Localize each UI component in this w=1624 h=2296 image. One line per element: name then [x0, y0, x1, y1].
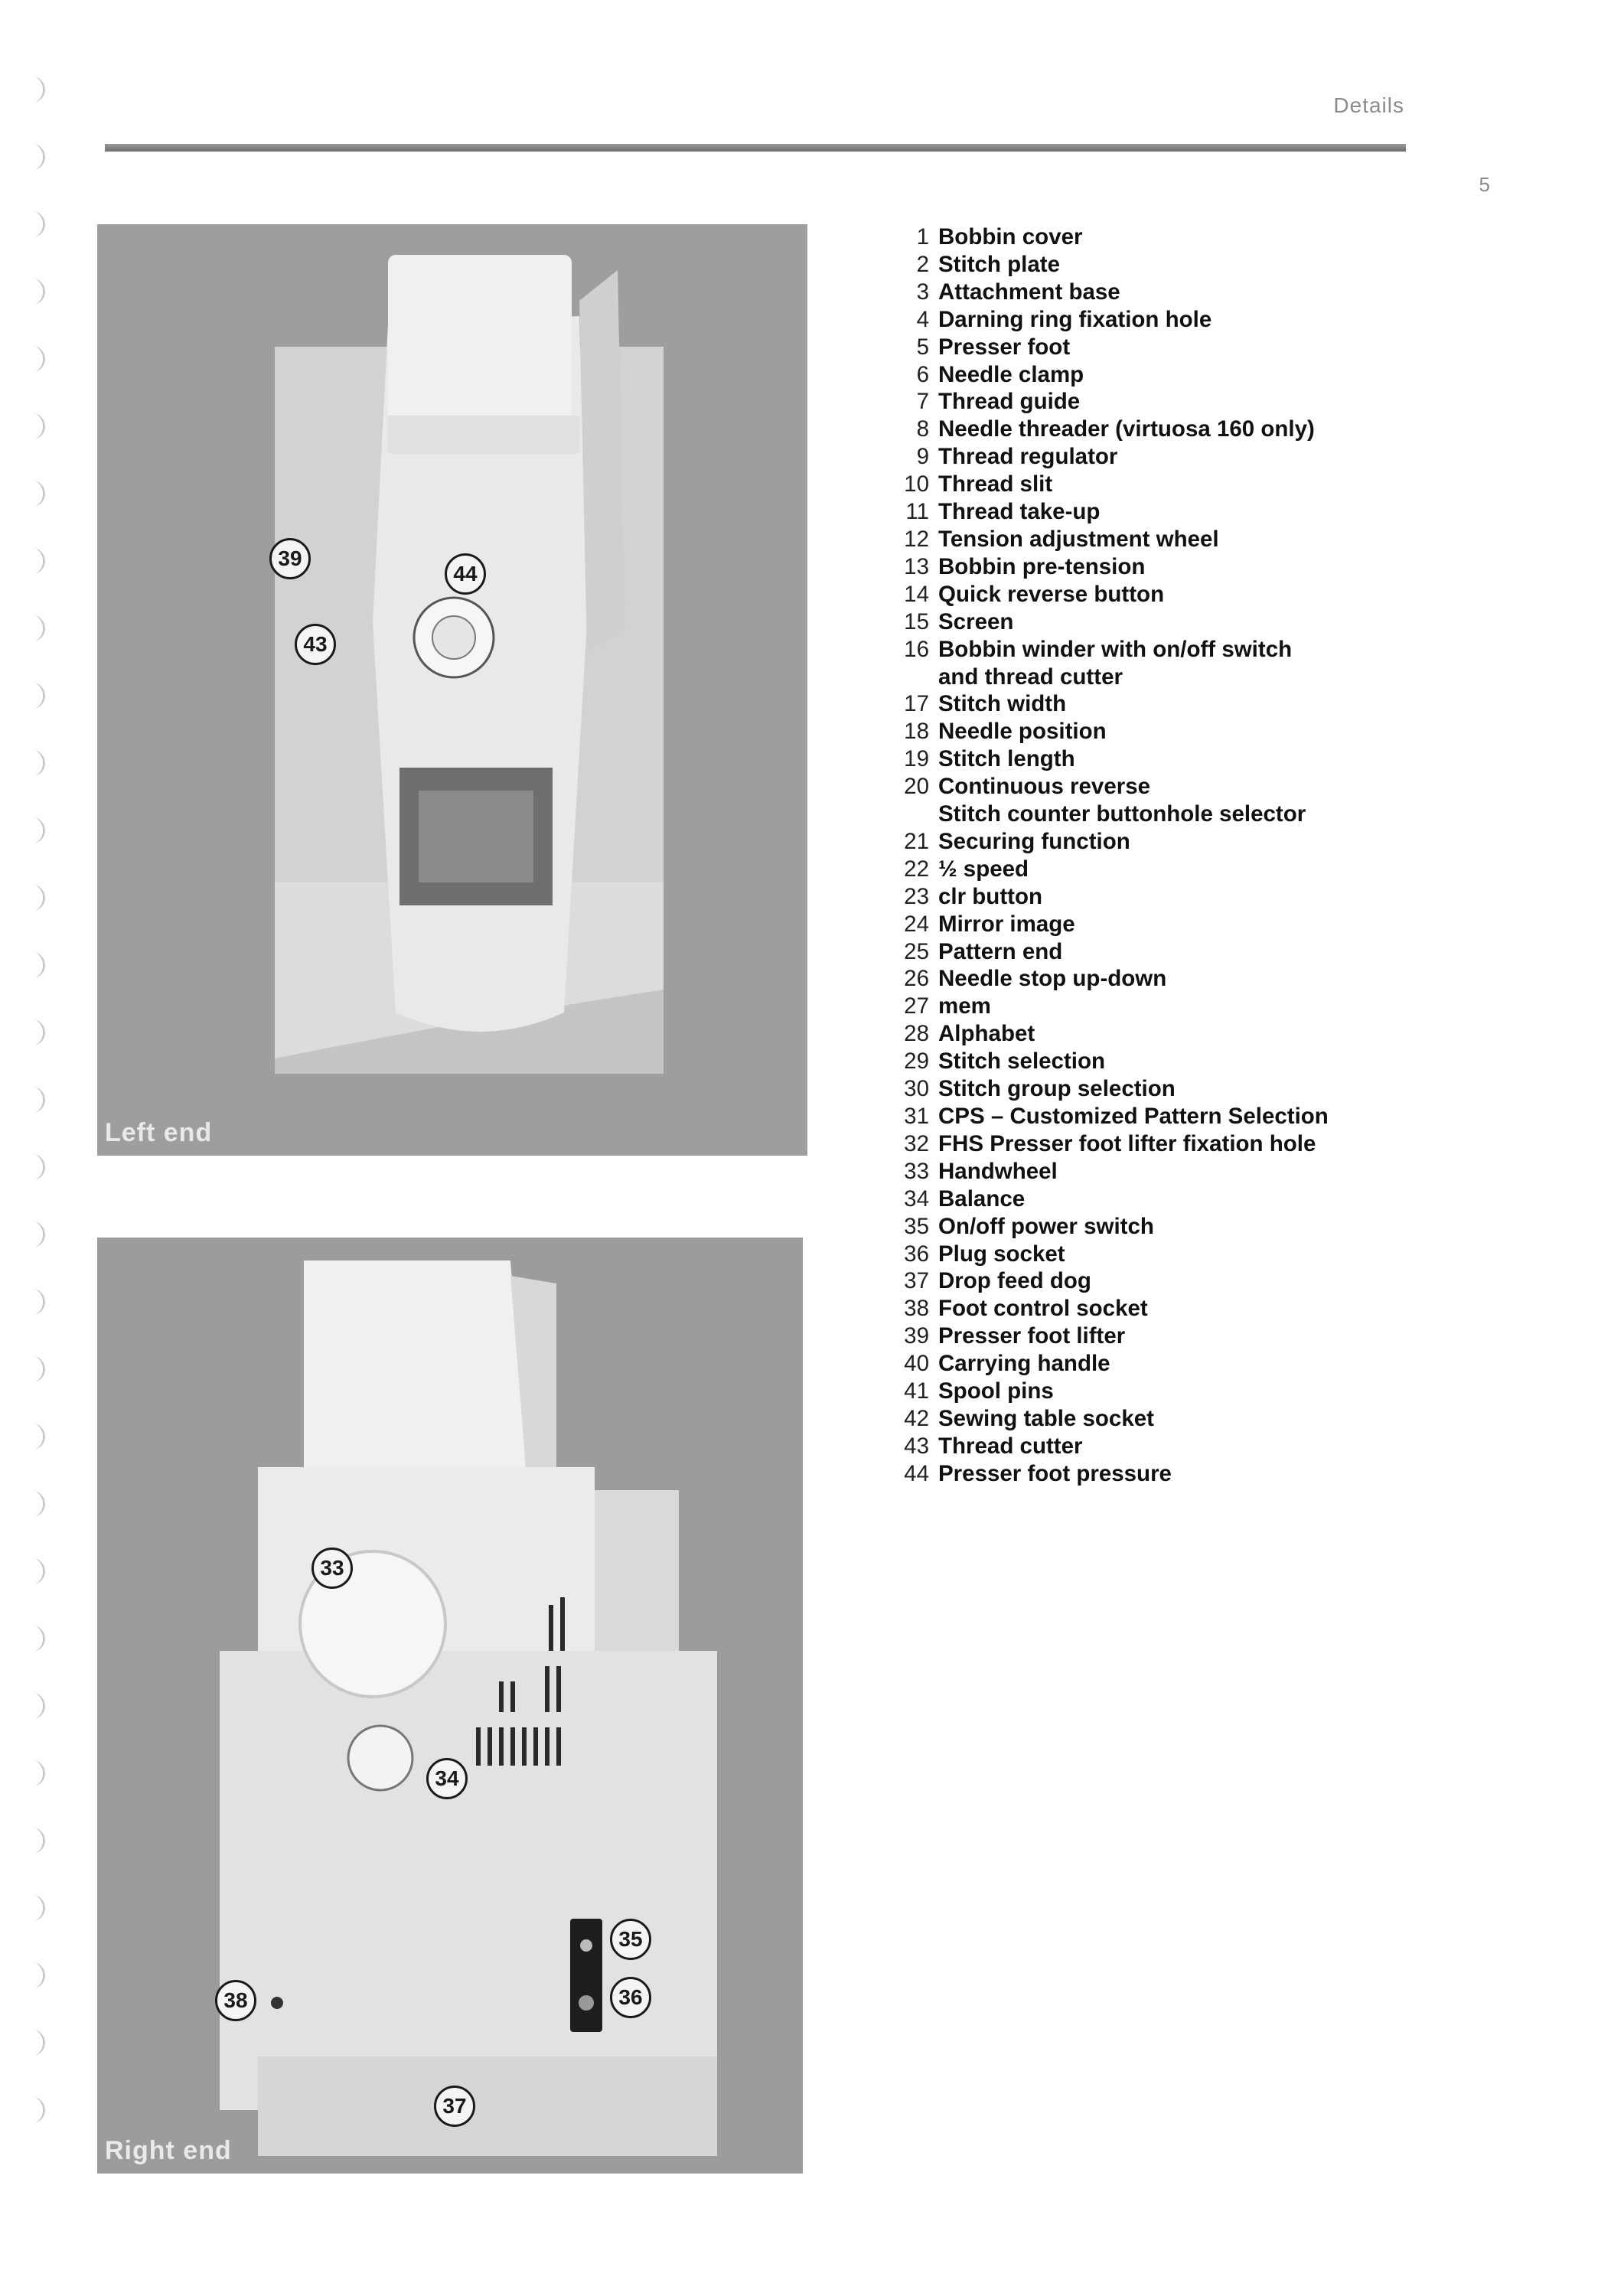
part-list-item [886, 1075, 1361, 1103]
part-list-item [886, 498, 1361, 526]
part-number: 25 [904, 938, 929, 964]
callout-43: 43 [295, 624, 336, 665]
part-label: Darning ring fixation hole [938, 306, 1212, 332]
binder-hole [23, 211, 45, 237]
part-list-item [886, 581, 1361, 608]
part-label: FHS Presser foot lifter fixation hole [938, 1130, 1316, 1156]
part-label: Stitch width [938, 691, 1067, 717]
part-number: 40 [904, 1351, 929, 1377]
binder-hole [23, 548, 45, 574]
part-number: 22 [904, 856, 929, 882]
binder-hole [23, 952, 45, 978]
binder-hole [23, 1424, 45, 1450]
part-number: 30 [904, 1076, 929, 1102]
callout-38: 38 [215, 1980, 256, 2021]
part-label: Foot control socket [938, 1296, 1148, 1322]
part-list-item [886, 690, 1361, 718]
part-number: 36 [904, 1241, 929, 1267]
part-number: 23 [904, 883, 929, 909]
part-number: 43 [904, 1433, 929, 1459]
callout-44: 44 [445, 553, 486, 595]
part-list-item [886, 1241, 1361, 1268]
part-label: mem [938, 993, 991, 1019]
part-number: 2 [916, 251, 929, 277]
binder-hole [23, 1087, 45, 1113]
part-number: 16 [904, 636, 929, 662]
part-label: Spool pins [938, 1378, 1054, 1404]
part-number: 12 [904, 526, 929, 552]
part-number: 5 [916, 334, 929, 360]
part-list-item [886, 1378, 1361, 1405]
part-label: Thread regulator [938, 444, 1118, 470]
part-list-item [886, 1322, 1361, 1350]
part-number: 28 [904, 1021, 929, 1047]
part-list-item [886, 223, 1361, 251]
callout-37: 37 [434, 2086, 475, 2127]
part-list-item [886, 745, 1361, 773]
part-number: 8 [916, 416, 929, 442]
part-list-item [886, 1130, 1361, 1158]
callout-35: 35 [610, 1919, 651, 1960]
part-label: Screen [938, 608, 1014, 634]
binder-holes [23, 77, 69, 2219]
part-number: 1 [916, 224, 929, 249]
part-label: Needle clamp [938, 361, 1084, 387]
part-number: 42 [904, 1405, 929, 1431]
page-number: 5 [1479, 173, 1490, 196]
part-list-item [886, 1405, 1361, 1433]
part-list-item [886, 1267, 1361, 1295]
parts-list [886, 223, 1361, 1488]
part-number: 39 [904, 1323, 929, 1349]
part-label: Presser foot lifter [938, 1323, 1126, 1349]
callout-33: 33 [311, 1548, 353, 1589]
part-label: Thread cutter [938, 1433, 1083, 1459]
binder-hole [23, 413, 45, 439]
part-label: Securing function [938, 828, 1130, 854]
binder-hole [23, 1558, 45, 1584]
part-label: Stitch group selection [938, 1076, 1176, 1102]
part-list-item [886, 1186, 1361, 1213]
callout-36: 36 [610, 1977, 651, 2018]
binder-hole [23, 1693, 45, 1719]
binder-hole [23, 750, 45, 776]
part-list-item [886, 883, 1361, 911]
part-list-item [886, 938, 1361, 966]
part-number: 35 [904, 1213, 929, 1239]
binder-hole [23, 615, 45, 641]
binder-hole [23, 1221, 45, 1247]
binder-hole [23, 77, 45, 103]
part-label: Needle stop up-down [938, 966, 1167, 992]
part-label: Tension adjustment wheel [938, 526, 1219, 552]
part-list-item [886, 1048, 1361, 1075]
part-list-item [886, 553, 1361, 581]
part-label: Attachment base [938, 279, 1120, 305]
part-list-item [886, 1213, 1361, 1241]
part-list-item [886, 911, 1361, 938]
binder-hole [23, 1289, 45, 1315]
section-title: Details [1333, 93, 1404, 117]
binder-hole [23, 481, 45, 507]
part-list-item [886, 1295, 1361, 1322]
part-number: 21 [904, 828, 929, 854]
part-label: Stitch plate [938, 251, 1060, 277]
part-list-item [886, 828, 1361, 856]
part-label: Needle threader (virtuosa 160 only) [938, 416, 1315, 442]
part-number: 13 [904, 553, 929, 579]
binder-hole [23, 1895, 45, 1921]
part-number: 20 [904, 774, 929, 800]
part-list-item [886, 1103, 1361, 1130]
part-number: 34 [904, 1186, 929, 1212]
part-label: On/off power switch [938, 1213, 1154, 1239]
part-number: 14 [904, 581, 929, 607]
part-label: Continuous reverse Stitch counter buttonhole selector [938, 774, 1306, 827]
part-list-item [886, 334, 1361, 361]
part-number: 6 [916, 361, 929, 387]
binder-hole [23, 683, 45, 709]
callout-34: 34 [426, 1758, 468, 1799]
part-list-item [886, 965, 1361, 993]
part-list-item [886, 1460, 1361, 1488]
part-list-item [886, 526, 1361, 553]
part-label: clr button [938, 883, 1043, 909]
part-number: 3 [916, 279, 929, 305]
part-number: 7 [916, 389, 929, 415]
part-number: 33 [904, 1158, 929, 1184]
part-label: Presser foot [938, 334, 1071, 360]
part-number: 37 [904, 1268, 929, 1294]
part-list-item [886, 608, 1361, 636]
part-number: 38 [904, 1296, 929, 1322]
part-label: Sewing table socket [938, 1405, 1154, 1431]
binder-hole [23, 1491, 45, 1517]
part-label: Stitch selection [938, 1049, 1106, 1075]
part-number: 19 [904, 746, 929, 772]
part-list-item [886, 306, 1361, 334]
right-end-photo [97, 1238, 803, 2174]
part-label: Thread guide [938, 389, 1081, 415]
part-list-item [886, 388, 1361, 416]
part-number: 32 [904, 1130, 929, 1156]
part-label: Plug socket [938, 1241, 1065, 1267]
part-label: Presser foot pressure [938, 1460, 1172, 1486]
part-number: 27 [904, 993, 929, 1019]
left-end-photo [97, 224, 807, 1156]
part-label: Alphabet [938, 1021, 1035, 1047]
part-label: Bobbin pre-tension [938, 553, 1146, 579]
binder-hole [23, 279, 45, 305]
part-number: 15 [904, 608, 929, 634]
part-number: 4 [916, 306, 929, 332]
part-number: 11 [905, 499, 929, 525]
part-number: 18 [904, 719, 929, 745]
binder-hole [23, 1760, 45, 1786]
part-label: Thread take-up [938, 499, 1101, 525]
part-list-item [886, 856, 1361, 883]
part-list-item [886, 361, 1361, 389]
binder-hole [23, 885, 45, 911]
part-list-item [886, 993, 1361, 1020]
binder-hole [23, 1962, 45, 1988]
binder-hole [23, 144, 45, 170]
part-list-item [886, 1020, 1361, 1048]
binder-hole [23, 1019, 45, 1045]
part-list-item [886, 1433, 1361, 1460]
binder-hole [23, 1626, 45, 1652]
part-list-item [886, 1350, 1361, 1378]
part-label: Carrying handle [938, 1351, 1110, 1377]
part-label: Thread slit [938, 471, 1053, 497]
binder-hole [23, 1356, 45, 1382]
part-list-item [886, 718, 1361, 745]
part-number: 31 [904, 1104, 929, 1129]
header-rule [105, 138, 1406, 153]
part-number: 44 [904, 1460, 929, 1486]
binder-hole [23, 2030, 45, 2056]
part-list-item [886, 416, 1361, 443]
part-label: Handwheel [938, 1158, 1058, 1184]
part-number: 26 [904, 966, 929, 992]
part-label: Needle position [938, 719, 1107, 745]
part-label: ½ speed [938, 856, 1029, 882]
binder-hole [23, 817, 45, 843]
part-label: Quick reverse button [938, 581, 1165, 607]
part-label: Bobbin cover [938, 224, 1083, 249]
binder-hole [23, 1154, 45, 1180]
part-number: 10 [904, 471, 929, 497]
part-list-item [886, 443, 1361, 471]
part-label: Mirror image [938, 911, 1075, 937]
part-number: 9 [916, 444, 929, 470]
part-list-item [886, 636, 1361, 691]
part-number: 41 [904, 1378, 929, 1404]
part-number: 24 [904, 911, 929, 937]
callout-39: 39 [269, 538, 311, 579]
part-label: Stitch length [938, 746, 1075, 772]
part-list-item [886, 279, 1361, 306]
photo-label-left: Left end [105, 1118, 213, 1147]
part-label: Pattern end [938, 938, 1063, 964]
part-label: Bobbin winder with on/off switch and thread cutter [938, 636, 1293, 690]
photo-label-right: Right end [105, 2136, 232, 2165]
part-list-item [886, 773, 1361, 828]
part-number: 17 [904, 691, 929, 717]
part-list-item [886, 1158, 1361, 1186]
part-list-item [886, 471, 1361, 498]
part-label: Drop feed dog [938, 1268, 1091, 1294]
part-label: CPS – Customized Pattern Selection [938, 1104, 1329, 1129]
part-number: 29 [904, 1049, 929, 1075]
binder-hole [23, 346, 45, 372]
binder-hole [23, 2097, 45, 2123]
right-end-illustration [97, 1238, 803, 2174]
left-end-illustration [97, 224, 807, 1156]
part-label: Balance [938, 1186, 1026, 1212]
part-list-item [886, 251, 1361, 279]
binder-hole [23, 1828, 45, 1854]
